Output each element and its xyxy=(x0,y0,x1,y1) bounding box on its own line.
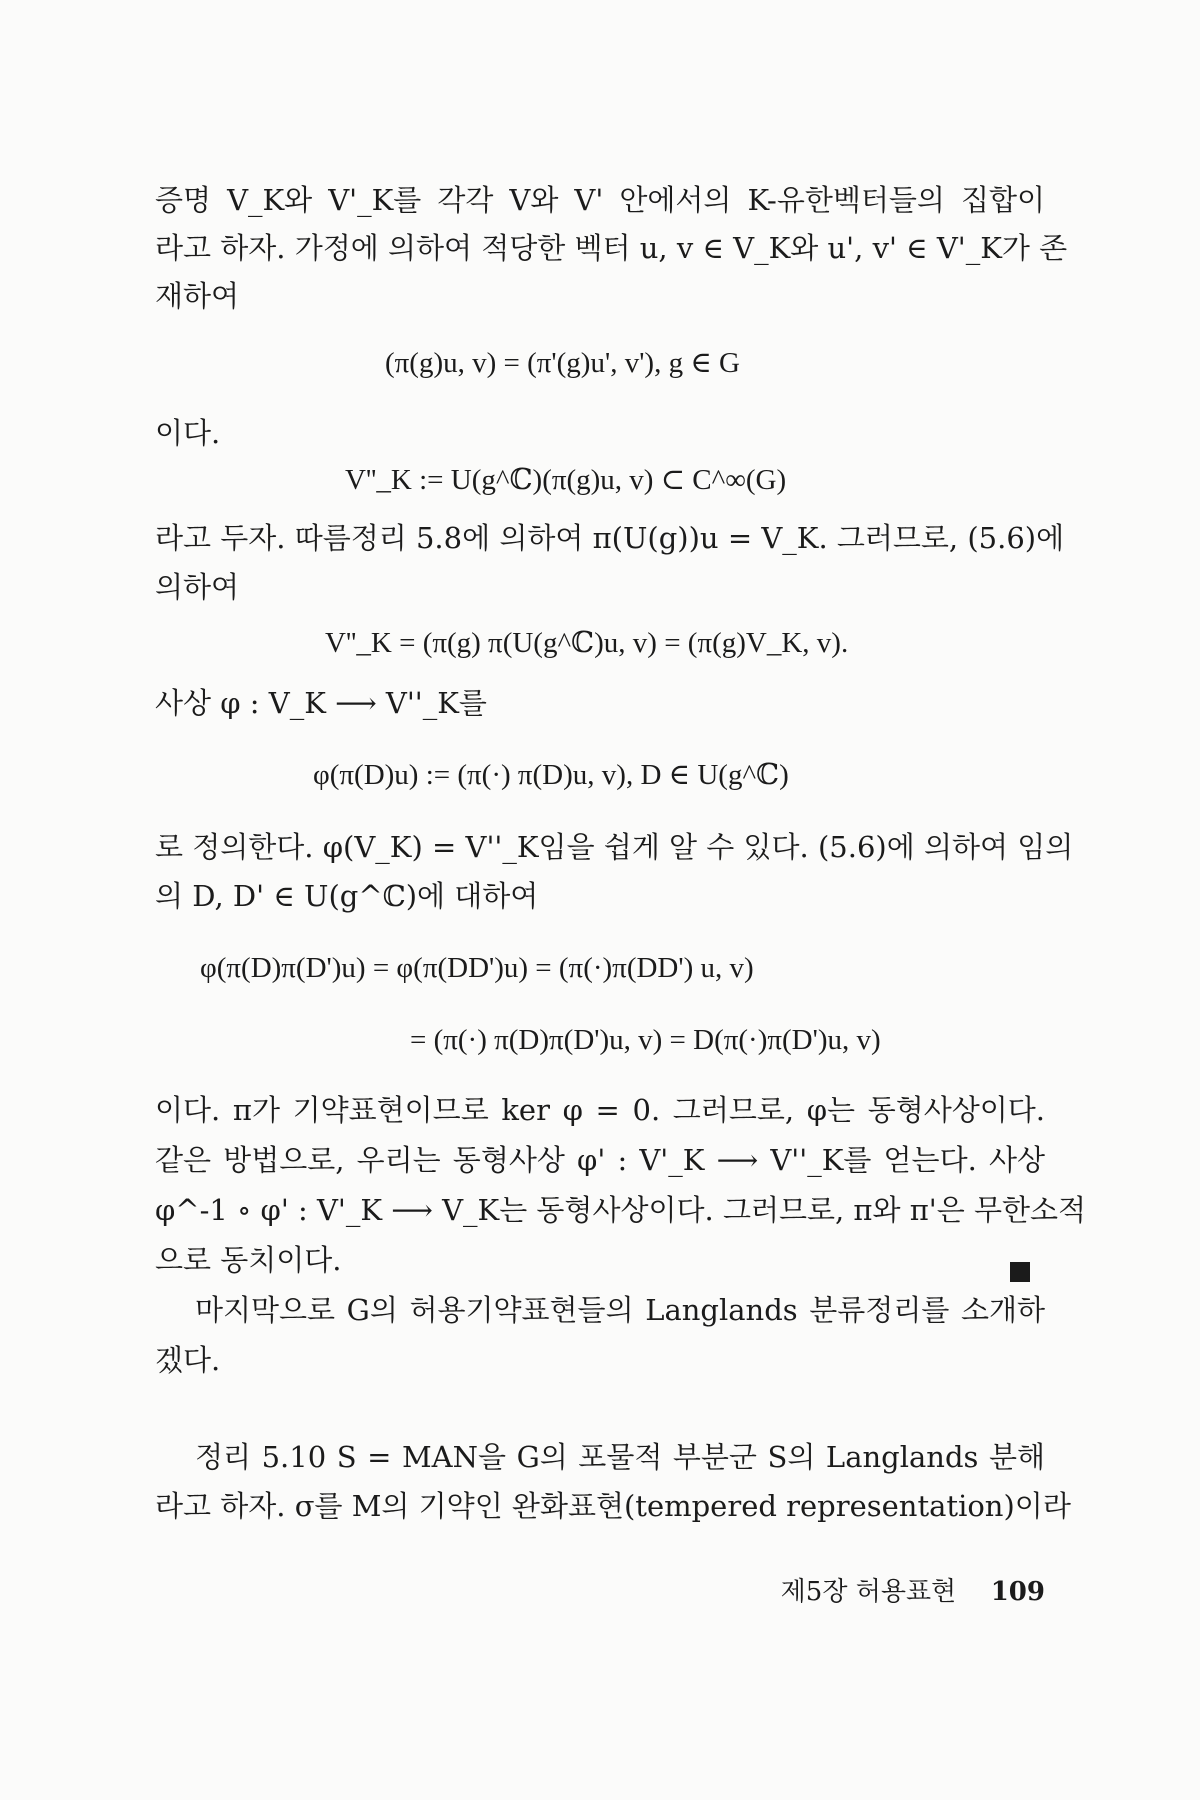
proof-line-4: 이다. xyxy=(155,416,221,450)
proof-line-2: 라고 하자. 가정에 의하여 적당한 벡터 u, v ∈ V_K와 u', v' ∈ V'_K가 존 xyxy=(155,231,1068,265)
proof-line-5: 라고 두자. 따름정리 5.8에 의하여 π(U(g))u = V_K. 그러므로, (5.6)에 xyxy=(155,521,1065,555)
equation-4: φ(π(D)u) := (π(·) π(D)u, v), D ∈ U(g^ℂ) xyxy=(313,759,789,791)
proof-line-11: 같은 방법으로, 우리는 동형사상 φ' : V'_K ⟶ V''_K를 얻는다. 사상 xyxy=(155,1143,1045,1177)
proof-line-7: 사상 φ : V_K ⟶ V''_K를 xyxy=(155,686,487,720)
paragraph-line-1: 마지막으로 G의 허용기약표현들의 Langlands 분류정리를 소개하 xyxy=(195,1293,1045,1327)
equation-3: V''_K = (π(g) π(U(g^ℂ)u, v) = (π(g)V_K, v). xyxy=(325,627,849,659)
paragraph-line-2: 겠다. xyxy=(155,1343,221,1377)
proof-line-10: 이다. π가 기약표현이므로 ker φ = 0. 그러므로, φ는 동형사상이다. xyxy=(155,1093,1045,1127)
page-footer xyxy=(781,1575,1045,1609)
proof-line-3: 재하여 xyxy=(155,279,240,313)
end-of-proof-square xyxy=(1010,1262,1030,1282)
proof-line-1: 증명 V_K와 V'_K를 각각 V와 V' 안에서의 K-유한벡터들의 집합이 xyxy=(155,183,1045,217)
proof-line-13: 으로 동치이다. xyxy=(155,1243,342,1277)
page-number: 109 xyxy=(990,1577,1045,1607)
equation-2: V''_K := U(g^ℂ)(π(g)u, v) ⊂ C^∞(G) xyxy=(345,464,787,496)
proof-line-8: 로 정의한다. φ(V_K) = V''_K임을 쉽게 알 수 있다. (5.6)에 의하여 임의 xyxy=(155,830,1074,864)
theorem-line-2: 라고 하자. σ를 M의 기약인 완화표현(tempered representation)이라 xyxy=(155,1489,1071,1523)
proof-line-12: φ^-1 ∘ φ' : V'_K ⟶ V_K는 동형사상이다. 그러므로, π와 π'은 무한소적 xyxy=(155,1193,1087,1227)
equation-5: φ(π(D)π(D')u) = φ(π(DD')u) = (π(·)π(DD') u, v) xyxy=(200,952,754,984)
proof-line-6: 의하여 xyxy=(155,570,240,604)
equation-6: = (π(·) π(D)π(D')u, v) = D(π(·)π(D')u, v) xyxy=(410,1024,881,1056)
theorem-line-1: 정리 5.10 S = MAN을 G의 포물적 부분군 S의 Langlands 분해 xyxy=(195,1440,1045,1474)
equation-1: (π(g)u, v) = (π'(g)u', v'), g ∈ G xyxy=(385,347,740,379)
chapter-title: 제5장 허용표현 xyxy=(780,1577,957,1607)
proof-line-9: 의 D, D' ∈ U(g^ℂ)에 대하여 xyxy=(155,879,539,913)
